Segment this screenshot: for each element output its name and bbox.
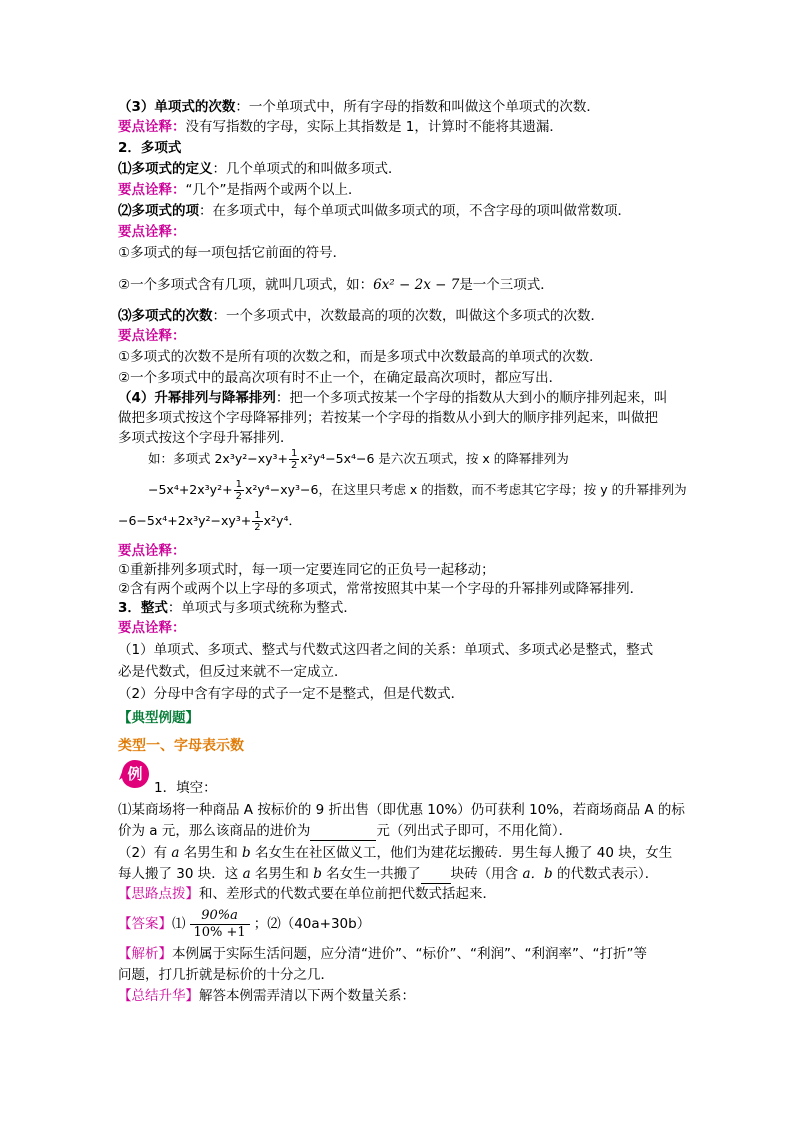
order-note-1: ①重新排列多项式时，每一项一定要连同它的正负号一起移动； — [118, 562, 495, 578]
question-part1-line1: ⑴某商场将一种商品 A 按标价的 9 折出售（即优惠 10%）仍可获利 10%，若商场商品 A 的标 — [118, 802, 685, 818]
hint-line: 【思路点拨】和、差形式的代数式要在单位前把代数式括起来． — [118, 886, 496, 902]
answer-blank-1[interactable] — [310, 822, 376, 841]
polynomial-degree-line: ⑶多项式的次数：一个多项式中，次数最高的项的次数，叫做这个多项式的次数． — [118, 308, 604, 324]
note-line-1: 要点诠释：没有写指数的字母，实际上其指数是 1，计算时不能将其遗漏． — [118, 119, 563, 135]
example-line-c: −6−5x⁴+2x³y²−xy³+ $\frac{1}{2}$ x²y⁴． — [118, 510, 301, 533]
order-line-1: （4）升幂排列与降幂排列：把一个多项式按某一个字母的指数从大到小的顺序排列起来，叫 — [118, 390, 668, 406]
polynomial-definition-line: ⑴多项式的定义：几个单项式的和叫做多项式． — [118, 161, 402, 177]
question-part2-line1: （2）有 a 名男生和 b 名女生在社区做义工，他们为建花坛搬砖．男生每人搬了 40 块，女生 — [118, 845, 673, 861]
term-note-2: ②一个多项式含有几项，就叫几项式，如：6x² − 2x − 7是一个三项式． — [118, 277, 554, 293]
note-line-2: 要点诠释：“几个”是指两个或两个以上． — [118, 182, 362, 198]
example-line-b: −5x⁴+2x³y²+ $\frac{1}{2}$ x²y⁴−xy³−6，在这里只考虑 x 的指数，而不考虑其它字母；按 y 的升幂排列为 — [148, 479, 687, 502]
order-line-2: 做把多项式按这个字母降幂排列；若按某一个字母的指数从小到大的顺序排列起来，叫做把 — [118, 410, 658, 426]
analysis-label: 【解析】 — [118, 946, 172, 962]
summary-line: 【总结升华】解答本例需弄清以下两个数量关系： — [118, 988, 415, 1004]
typical-examples-heading: 【典型例题】 — [118, 710, 199, 726]
question-title: 1．填空： — [154, 780, 217, 796]
answer-line: 【答案】⑴ $\frac{90\%a}{10\% +1}$ ；⑵（40a+30b） — [118, 907, 371, 940]
order-note-2: ②含有两个或两个以上字母的多项式，常常按照其中某一个字母的升幂排列或降幂排列． — [118, 581, 644, 597]
badge-label: 例 — [127, 765, 143, 783]
key-note-label: 要点诠释： — [118, 543, 186, 559]
example-line-a: 如：多项式 2x³y²−xy³+ $\frac{1}{2}$ x²y⁴−5x⁴−6 是六次五项式，按 x 的降幂排列为 — [148, 448, 569, 471]
key-note-label: 要点诠释： — [118, 119, 186, 135]
integral-note-1a: （1）单项式、多项式、整式与代数式这四者之间的关系：单项式、多项式必是整式，整式 — [118, 642, 654, 658]
half-fraction: $\frac{1}{2}$ — [235, 479, 242, 502]
question-part1-line2: 价为 a 元，那么该商品的进价为 元（列出式子即可，不用化简）． — [118, 823, 573, 839]
key-note-label: 要点诠释： — [118, 620, 186, 636]
example-badge-icon — [119, 758, 151, 790]
degree-note-2: ②一个多项式中的最高次项有时不止一个，在确定最高次项时，都应写出． — [118, 370, 563, 386]
polynomial-term-line: ⑵多项式的项：在多项式中，每个单项式叫做多项式的项，不含字母的项叫做常数项． — [118, 203, 631, 219]
analysis-line-1: 【解析】本例属于实际生活问题，应分清“进价”、“标价”、“利润”、“利润率”、“打折”等 — [118, 946, 647, 962]
integral-note-1b: 必是代数式，但反过来就不一定成立． — [118, 664, 348, 680]
answer-label: 【答案】 — [118, 916, 172, 932]
answer-fraction: $\frac{90\%a}{10\% +1}$ — [190, 908, 250, 941]
summary-label: 【总结升华】 — [118, 988, 199, 1004]
section-heading-polynomial: 2．多项式 — [118, 140, 182, 156]
formula-trinomial: 6x² − 2x − 7 — [373, 277, 460, 293]
key-note-label: 要点诠释： — [118, 328, 186, 344]
analysis-line-2: 问题，打几折就是标价的十分之几． — [118, 967, 334, 983]
question-part2-line2: 每人搬了 30 块．这 a 名男生和 b 名女生一共搬了 块砖（用含 a．b 的代数式表示）． — [118, 866, 659, 882]
hint-label: 【思路点拨】 — [118, 886, 199, 902]
integral-expression-line: 3．整式：单项式与多项式统称为整式． — [118, 600, 357, 616]
half-fraction: $\frac{1}{2}$ — [291, 448, 298, 471]
type-one-heading: 类型一、字母表示数 — [118, 738, 244, 754]
monomial-degree-line: （3）单项式的次数：一个单项式中，所有字母的指数和叫做这个单项式的次数． — [118, 99, 600, 115]
term-note-1: ①多项式的每一项包括它前面的符号． — [118, 245, 347, 261]
answer-blank-2[interactable] — [421, 865, 451, 884]
integral-note-2: （2）分母中含有字母的式子一定不是整式，但是代数式． — [118, 686, 465, 702]
order-line-3: 多项式按这个字母升幂排列． — [118, 430, 294, 446]
degree-note-1: ①多项式的次数不是所有项的次数之和，而是多项式中次数最高的单项式的次数． — [118, 349, 603, 365]
key-note-label: 要点诠释： — [118, 224, 186, 240]
half-fraction: $\frac{1}{2}$ — [254, 510, 261, 533]
monomial-degree-label: （3）单项式的次数 — [118, 99, 236, 115]
